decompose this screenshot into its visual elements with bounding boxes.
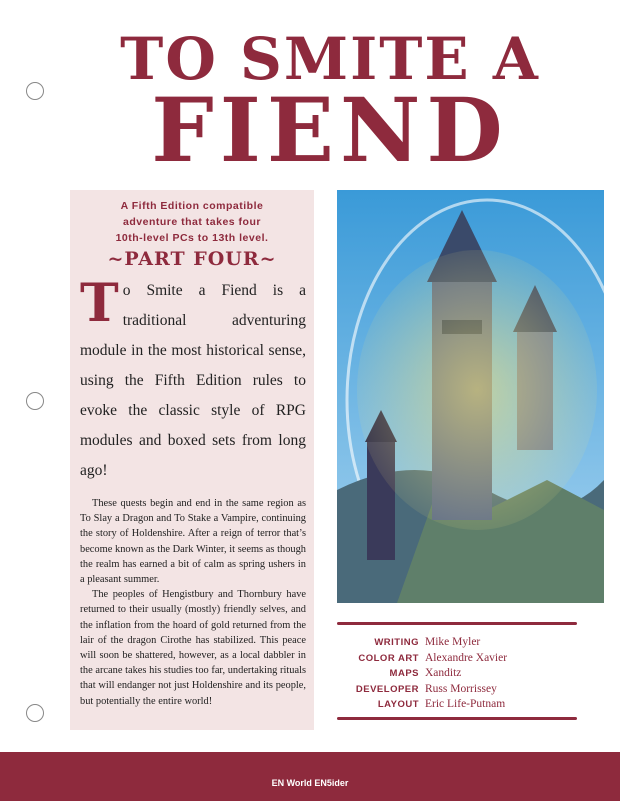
credit-name: Eric Life-Putnam (425, 698, 506, 710)
credit-name: Mike Myler (425, 636, 481, 648)
lead-line-1: A Fifth Edition compatible (120, 200, 264, 212)
credit-role: LAYOUT (377, 699, 419, 710)
intro-text: o Smite a Fiend is a traditional adventuring module in the most historical sense, using the Fifth Edition rules to evoke the classic style of RPG modules and boxed sets from long ago! (80, 282, 306, 479)
credit-role: COLOR ART (358, 652, 419, 664)
credit-row (337, 697, 577, 713)
credit-name: Russ Morrissey (425, 682, 497, 695)
binder-hole-bottom (26, 704, 44, 722)
credit-row (337, 666, 577, 682)
title-line-2: FIEND (151, 78, 509, 182)
credit-row (337, 635, 577, 651)
lead-summary (80, 198, 304, 246)
credits-rule-bottom (337, 717, 577, 720)
binder-hole-middle (26, 392, 44, 410)
tower-illustration (337, 190, 604, 603)
cover-illustration (337, 190, 604, 603)
lead-line-2: adventure that takes four (123, 216, 261, 228)
credit-role: WRITING (374, 637, 419, 648)
intro-paragraph (80, 273, 306, 486)
credit-role: DEVELOPER (355, 683, 419, 695)
credit-name: Alexandre Xavier (425, 651, 508, 664)
footer-bar (0, 752, 620, 801)
credit-role: MAPS (389, 668, 419, 679)
title-line-1: TO SMITE A (120, 25, 540, 93)
credit-name: Xanditz (425, 667, 462, 679)
intro-sidebar (70, 190, 314, 730)
credits-block (337, 622, 577, 720)
binder-hole-top (26, 82, 44, 100)
paragraph-1: These quests begin and end in the same region as To Slay a Dragon and To Stake a Vampire, continuing the story of Holdenshire. After a reign of terror that’s become known as the Dark Winter, it seems as though the realm has earned a bit of calm as spring ushers in a pleasant summer. (80, 498, 306, 586)
lead-line-3: 10th-level PCs to 13th level. (115, 232, 269, 244)
body-text (80, 496, 306, 709)
part-heading: ~PART FOUR~ (107, 248, 277, 270)
footer-text: EN World EN5ider (271, 778, 349, 788)
paragraph-2: The peoples of Hengistbury and Thornbury have returned to their usually (mostly) friendly selves, and the inflation from the hoard of gold returned from the lair of the dragon Cirothe has stabilized. This peace will soon be shattered, however, as a local dabbler in the arcane takes his studies too far, undertaking rituals that will endanger not just Holdenshire and its people, but potentially the entire world! (80, 589, 306, 707)
credit-row (337, 651, 577, 667)
credit-row (337, 682, 577, 698)
drop-cap: T (80, 273, 119, 334)
